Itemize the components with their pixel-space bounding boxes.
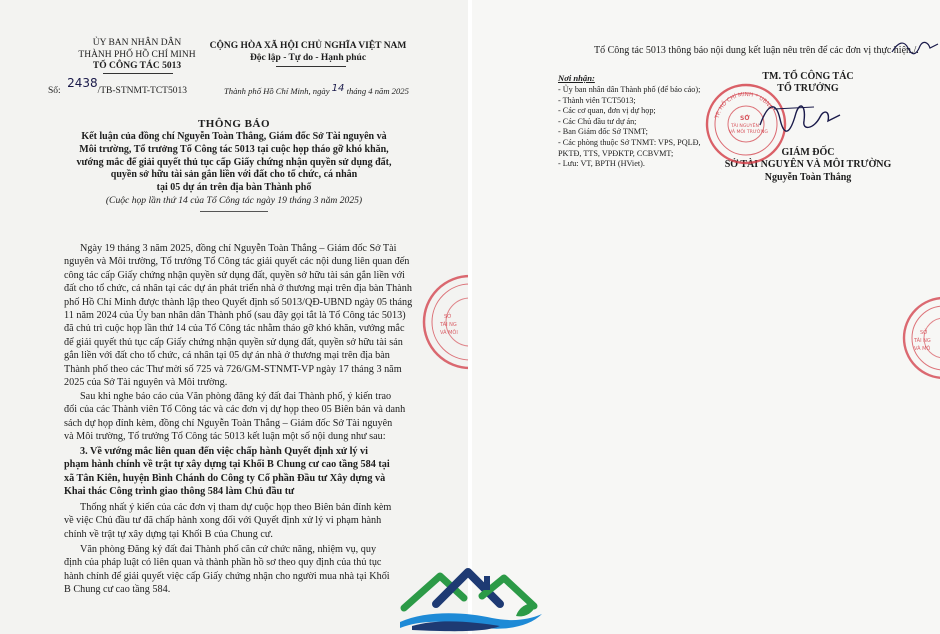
paragraph-line: Sau khi nghe báo cáo của Văn phòng đăng ký đất đai Thành phố, ý kiến trao	[80, 391, 392, 402]
signature-line-2: TỔ TRƯỞNG	[777, 83, 839, 94]
issuer-block	[62, 38, 212, 73]
paragraph-line: 11 năm 2024 của Ủy ban nhân dân Thành phố (sau đây gọi tắt là Tổ Công tác 5013)	[64, 310, 406, 322]
handwritten-initial-mark	[890, 36, 940, 60]
closing-statement: Tổ Công tác 5013 thông báo nội dung kết luận nêu trên để các đơn vị thực hiện./.	[594, 45, 919, 56]
document-page-2	[472, 0, 940, 634]
recipient-item: - Ủy ban nhân dân Thành phố (để báo cáo);	[558, 85, 701, 94]
houses-logo-icon	[396, 564, 546, 634]
paragraph-line: gắn liền với đất cho tổ chức, cá nhân tại 05 dự án nhà ở thương mại trên địa bàn	[64, 350, 390, 362]
svg-text:TÀI NGUYÊN: TÀI NGUYÊN	[731, 124, 759, 129]
document-date	[224, 83, 409, 97]
svg-text:SỞ: SỞ	[444, 314, 452, 320]
paragraph-line: hành chính để giải quyết việc cấp Giấy chứng nhận cho người mua nhà tại Khối	[64, 570, 390, 582]
paragraph-line: nguyên và Môi trường, Tổ trưởng Tổ Công tác giải quyết các nội dung liên quan đến	[64, 256, 410, 268]
signature-line-1: TM. TỔ CÔNG TÁC	[762, 71, 854, 82]
recipient-item: PKTĐ, TTS, VPĐKTP, CCBVMT;	[558, 148, 674, 158]
paragraph-line: sách dự họp đính kèm, đồng chí Nguyễn Toàn Thắng – Giám đốc Sở Tài nguyên	[64, 417, 393, 429]
recipient-item: - Các phòng thuộc Sở TNMT: VPS, PQLĐ,	[558, 137, 701, 147]
paragraph-line: Văn phòng Đăng ký đất đai Thành phố căn cứ chức năng, nhiệm vụ, quy	[80, 544, 377, 555]
document-subject	[0, 131, 468, 195]
recipient-item: - Các cơ quan, đơn vị dự họp;	[558, 106, 656, 116]
date-prefix: Thành phố Hồ Chí Minh, ngày	[224, 86, 330, 96]
so-number-handwritten: 2438	[67, 76, 98, 90]
paragraph-line: Ngày 19 tháng 3 năm 2025, đồng chí Nguyễn Toàn Thắng – Giám đốc Sở Tài	[80, 243, 397, 254]
paragraph-line: đổi của các Thành viên Tổ Công tác và các đơn vị dự họp theo 05 Biên bản và danh	[64, 404, 406, 416]
paragraph-line: đất cho tổ chức, cá nhân tại các dự án phát triển nhà ở thương mại trên địa bàn Thành	[64, 283, 412, 295]
heading-line: xã Tân Kiên, huyện Bình Chánh do Công ty Cổ phần Đầu tư Xây dựng và	[64, 472, 386, 484]
paragraph-4	[64, 543, 390, 597]
meeting-subtitle: (Cuộc họp lần thứ 14 của Tổ Công tác ngày 19 tháng 3 năm 2025)	[105, 195, 363, 206]
svg-text:VÀ MÔI: VÀ MÔI	[440, 330, 458, 336]
paragraph-2	[64, 390, 405, 444]
so-suffix: /TB-STNMT-TCT5013	[97, 86, 187, 96]
document-title: THÔNG BÁO	[197, 118, 271, 130]
subject-line: quyền sở hữu tài sản gắn liền với đất cho tổ chức, cá nhân	[110, 169, 358, 181]
paragraph-line: công tác cấp Giấy chứng nhận quyền sử dụng đất, quyền sở hữu tài sản gắn liền với	[64, 269, 405, 281]
recipient-item: - Các Chủ đầu tư dự án;	[558, 116, 637, 126]
so-label: Số:	[48, 86, 61, 96]
paragraph-line: Thống nhất ý kiến của các đơn vị tham dự cuộc họp theo Biên bản đính kèm	[80, 502, 392, 513]
handwritten-signature	[754, 95, 844, 141]
paragraph-1	[64, 242, 412, 389]
subject-line: Kết luận của đồng chí Nguyễn Toàn Thắng, Giám đốc Sở Tài nguyên và	[81, 131, 387, 142]
signer-line-4: SỞ TÀI NGUYÊN VÀ MÔI TRƯỜNG	[724, 159, 892, 171]
recipient-item: - Thành viên TCT5013;	[558, 95, 636, 105]
svg-text:SỞ: SỞ	[920, 330, 928, 336]
subject-line: Môi trường, Tổ trưởng Tổ Công tác 5013 tại cuộc họp tháo gỡ khó khăn,	[79, 143, 389, 155]
date-suffix: tháng 4 năm 2025	[346, 86, 409, 96]
recipient-item: - Lưu: VT, BPTH (HViet).	[558, 159, 645, 169]
paragraph-line: định của pháp luật có liên quan và thành phần hồ sơ theo quy định của thủ tục	[64, 557, 382, 569]
recipient-item: - Ban Giám đốc Sở TNMT;	[558, 127, 648, 137]
subject-line: tại 05 dự án trên địa bàn Thành phố	[156, 182, 312, 194]
heading-line: phạm hành chính về trật tự xây dựng tại Khối B Chung cư cao tầng 584 tại	[64, 459, 390, 471]
paragraph-line: chính về trật tự xây dựng tại Khối B của Chung cư.	[64, 528, 273, 540]
document-number	[48, 76, 187, 96]
recipients-title: Nơi nhận:	[558, 73, 595, 83]
svg-text:TÀI NG: TÀI NG	[914, 338, 931, 344]
heading-line: Khai thác Công trình giao thông 584 làm Chủ đầu tư	[64, 486, 295, 498]
document-page-1	[0, 0, 468, 634]
paragraph-line: về việc Chủ đầu tư đã chấp hành xong đối với Quyết định xử lý vi phạm hành	[64, 515, 382, 527]
svg-text:VÀ MÔ: VÀ MÔ	[914, 346, 931, 352]
paragraph-line: đã chủ trì cuộc họp lần thứ 14 của Tổ Công tác nhằm tháo gỡ khó khăn, vướng mắc	[64, 323, 405, 335]
section-3-heading	[64, 445, 390, 499]
paragraph-line: Thành phố theo các Thư mời số 725 và 726/GM-STNMT-VP ngày 17 tháng 3 năm	[64, 363, 402, 375]
paragraph-line: phố Hồ Chí Minh được thành lập theo Quyết định số 5013/QĐ-UBND ngày 05 tháng	[64, 296, 413, 308]
national-title: CỘNG HÒA XÃ HỘI CHỦ NGHĨA VIỆT NAM	[209, 41, 407, 51]
svg-text:TP. HỒ CHÍ MINH * UBND: TP. HỒ CHÍ MINH * UBND	[714, 91, 774, 120]
signer-name: Nguyễn Toàn Thắng	[764, 171, 852, 183]
paragraph-line: B Chung cư cao tầng 584.	[64, 584, 171, 596]
svg-text:SỞ: SỞ	[740, 115, 750, 122]
partial-seal-stamp-right	[896, 288, 940, 388]
national-motto: Độc lập - Tự do - Hạnh phúc	[249, 53, 367, 63]
heading-line: 3. Về vướng mắc liên quan đến việc chấp hành Quyết định xử lý vi	[80, 446, 368, 457]
issuer-line-2: THÀNH PHỐ HỒ CHÍ MINH	[78, 49, 196, 60]
paragraph-3	[64, 501, 391, 541]
paragraph-line: 2025 của Sở Tài nguyên và Môi trường.	[64, 377, 228, 389]
subject-line: vướng mắc để giải quyết thủ tục cấp Giấy chứng nhận quyền sử dụng đất,	[76, 156, 392, 168]
national-motto-block	[208, 40, 408, 64]
issuer-line-1: ỦY BAN NHÂN DÂN	[92, 38, 182, 48]
date-day-handwritten: 14	[331, 83, 345, 94]
signer-line-3: GIÁM ĐỐC	[781, 147, 835, 158]
recipients-list	[558, 85, 701, 170]
svg-text:TÀI NG: TÀI NG	[440, 322, 457, 328]
issuer-line-3: TỔ CÔNG TÁC 5013	[92, 61, 182, 71]
paragraph-line: và Môi trường, Tổ trưởng Tổ Công tác 5013 kết luận một số nội dung như sau:	[64, 431, 386, 443]
svg-text:VÀ MÔI TRƯỜNG: VÀ MÔI TRƯỜNG	[729, 130, 768, 135]
paragraph-line: để giải quyết thủ tục cấp Giấy chứng nhận quyền sử dụng đất, quyền sở hữu tài sản	[64, 336, 403, 348]
